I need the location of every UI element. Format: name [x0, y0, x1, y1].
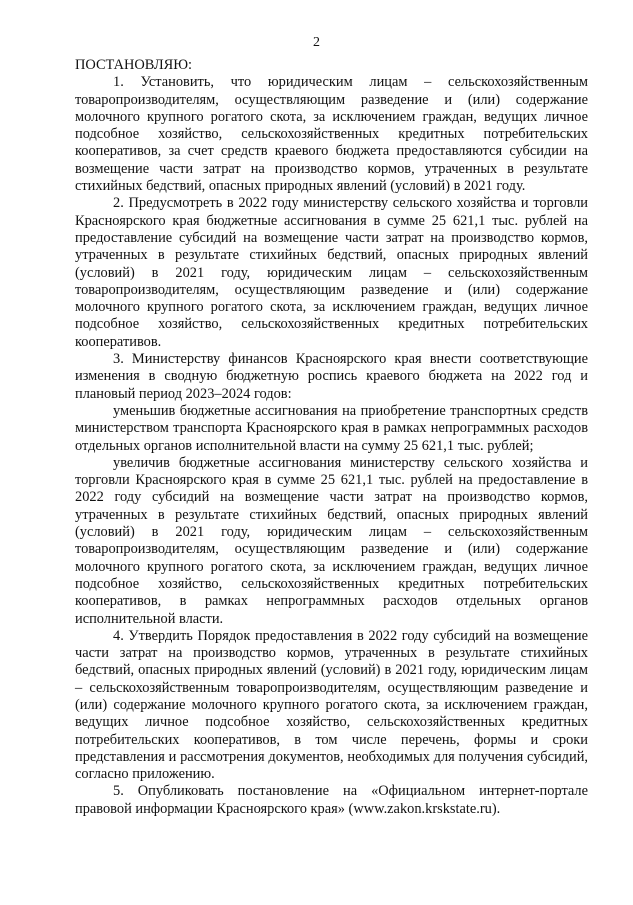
paragraph-4: 4. Утвердить Порядок предоставления в 2022 году субсидий на возмещение части затрат на производство кормов, утраченных в результате стихийных бедствий, опасных природных явлений (условий) в 2021 году, юридическим лицам – сельскохозяйственным товаропроизводителям, осуществляющим разведение и (или) содержание молочного крупного рогатого скота, за исключением граждан, ведущих личное подсобное хозяйство, сельскохозяйственных кредитных потребительских кооперативов, в том числе перечень, формы и сроки представления и рассмотрения документов, необходимых для получения субсидий, согласно приложению. — [75, 627, 588, 783]
paragraph-2: 2. Предусмотреть в 2022 году министерству сельского хозяйства и торговли Красноярского края бюджетные ассигнования в сумме 25 621,1 тыс. рублей на предоставление субсидий на возмещение части затрат на производство кормов, утраченных в результате стихийных бедствий, опасных природных явлений (условий) в 2021 году, юридическим лицам – сельскохозяйственным товаропроизводителям, осуществляющим разведение и (или) содержание молочного крупного рогатого скота, за исключением граждан, ведущих личное подсобное хозяйство, сельскохозяйственных кредитных потребительских кооперативов. — [75, 195, 588, 350]
paragraph-3-decrease: уменьшив бюджетные ассигнования на приобретение транспортных средств министерством транспорта Красноярского края в рамках непрограммных расходов отдельных органов исполнительной власти на сумму 25 621,1 тыс. рублей; — [75, 402, 588, 454]
document-body — [75, 57, 588, 818]
paragraph-3: 3. Министерству финансов Красноярского края внести соответствующие изменения в сводную бюджетную роспись краевого бюджета на 2022 год и плановый период 2023–2024 годов: — [75, 351, 588, 402]
paragraph-5: 5. Опубликовать постановление на «Официальном интернет-портале правовой информации Красноярского края» (www.zakon.krskstate.ru). — [75, 783, 588, 817]
resolution-heading: ПОСТАНОВЛЯЮ: — [75, 57, 193, 73]
paragraph-1: 1. Установить, что юридическим лицам – сельскохозяйственным товаропроизводителям, осуществляющим разведение и (или) содержание молочного крупного рогатого скота, за исключением граждан, ведущих личное подсобное хозяйство, сельскохозяйственных кредитных потребительских кооперативов, за счет средств краевого бюджета предоставляются субсидии на возмещение части затрат на производство кормов, утраченных в результате стихийных бедствий, опасных природных явлений (условий) в 2021 году. — [75, 74, 588, 195]
paragraph-3-increase: увеличив бюджетные ассигнования министерству сельского хозяйства и торговли Красноярского края в сумме 25 621,1 тыс. рублей на предоставление в 2022 году субсидий на возмещение части затрат на производство кормов, утраченных в результате стихийных бедствий, опасных природных явлений (условий) в 2021 году, юридическим лицам – сельскохозяйственным товаропроизводителям, осуществляющим разведение и (или) содержание молочного крупного рогатого скота, за исключением граждан, ведущих личное подсобное хозяйство, сельскохозяйственных кредитных потребительских кооперативов, в рамках непрограммных расходов отдельных органов исполнительной власти. — [75, 454, 588, 627]
page-number: 2 — [313, 35, 320, 50]
